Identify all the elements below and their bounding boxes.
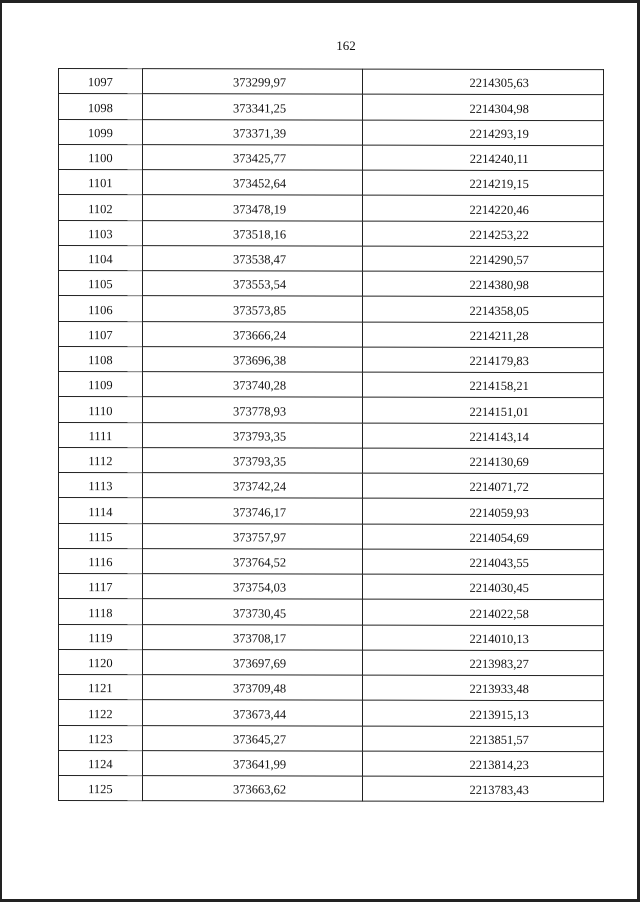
x-coordinate-text: 373641,99	[233, 757, 287, 772]
point-number-text: 1123	[88, 731, 113, 746]
table-row	[59, 523, 604, 549]
x-coordinate-text: 373778,93	[233, 403, 287, 418]
x-coordinate-text: 373371,39	[233, 126, 287, 141]
x-coordinate-text: 373730,45	[233, 605, 287, 620]
table-row	[59, 94, 604, 120]
y-coordinate-text: 2214179,83	[469, 353, 529, 368]
y-coordinate-cell	[363, 498, 604, 524]
y-coordinate-cell	[363, 195, 604, 221]
point-number-text: 1119	[88, 630, 113, 645]
x-coordinate-cell	[142, 245, 363, 271]
table-row	[59, 144, 604, 170]
coordinates-table	[58, 68, 604, 802]
point-number-text: 1101	[88, 176, 113, 191]
y-coordinate-text: 2213983,27	[469, 656, 529, 671]
y-coordinate-text: 2213933,48	[469, 682, 529, 697]
table-row	[59, 624, 604, 650]
x-coordinate-cell	[142, 624, 363, 650]
table-row	[59, 473, 604, 499]
x-coordinate-cell	[142, 144, 363, 170]
page-border-left	[0, 0, 2, 902]
table-row	[59, 271, 604, 297]
point-number-cell	[59, 599, 143, 624]
point-number-text: 1103	[88, 226, 113, 241]
point-number-cell	[59, 271, 143, 296]
x-coordinate-text: 373793,35	[233, 429, 287, 444]
point-number-text: 1104	[88, 252, 113, 267]
y-coordinate-cell	[363, 221, 604, 247]
point-number-cell	[59, 548, 143, 573]
table-row	[59, 220, 604, 246]
table-row	[59, 675, 604, 701]
point-number-cell	[59, 624, 143, 649]
x-coordinate-text: 373573,85	[233, 302, 287, 317]
x-coordinate-text: 373425,77	[233, 151, 287, 166]
x-coordinate-text: 373740,28	[233, 378, 287, 393]
table-row	[59, 548, 604, 574]
y-coordinate-text: 2214022,58	[469, 606, 529, 621]
x-coordinate-text: 373299,97	[233, 75, 287, 90]
y-coordinate-text: 2214293,19	[469, 126, 529, 141]
point-number-text: 1125	[88, 782, 113, 797]
page-number: 162	[336, 38, 356, 53]
x-coordinate-cell	[142, 700, 363, 726]
y-coordinate-cell	[363, 574, 604, 600]
point-number-cell	[59, 473, 143, 498]
y-coordinate-text: 2214054,69	[469, 530, 529, 545]
point-number-cell	[59, 397, 143, 422]
x-coordinate-cell	[142, 548, 363, 574]
x-coordinate-cell	[142, 321, 363, 347]
y-coordinate-text: 2213814,23	[469, 757, 529, 772]
y-coordinate-text: 2214380,98	[469, 278, 529, 293]
x-coordinate-cell	[142, 296, 363, 322]
point-number-cell	[59, 675, 143, 700]
x-coordinate-cell	[142, 346, 363, 372]
table-row	[59, 422, 604, 448]
y-coordinate-text: 2214151,01	[469, 404, 529, 419]
x-coordinate-cell	[142, 271, 363, 297]
table-row	[59, 69, 604, 95]
table-row	[59, 574, 604, 600]
x-coordinate-cell	[142, 498, 363, 524]
x-coordinate-cell	[142, 776, 363, 802]
y-coordinate-cell	[363, 322, 604, 348]
y-coordinate-text: 2214030,45	[469, 581, 529, 596]
table-row	[59, 447, 604, 473]
x-coordinate-text: 373757,97	[233, 530, 287, 545]
point-number-text: 1098	[87, 100, 113, 115]
y-coordinate-cell	[363, 170, 604, 196]
table-row	[59, 397, 604, 423]
point-number-text: 1107	[88, 327, 113, 342]
table-row	[59, 170, 604, 196]
point-number-text: 1122	[88, 706, 113, 721]
point-number-cell	[59, 69, 143, 94]
x-coordinate-cell	[142, 649, 363, 675]
y-coordinate-text: 2213783,43	[469, 783, 529, 798]
y-coordinate-text: 2214211,28	[469, 328, 529, 343]
point-number-text: 1109	[88, 378, 113, 393]
point-number-cell	[59, 776, 143, 801]
x-coordinate-cell	[142, 599, 363, 625]
table-row	[59, 498, 604, 524]
x-coordinate-text: 373518,16	[233, 227, 287, 242]
point-number-text: 1117	[88, 580, 113, 595]
table-row	[59, 321, 604, 347]
y-coordinate-text: 2214240,11	[469, 151, 529, 166]
x-coordinate-text: 373754,03	[233, 580, 287, 595]
y-coordinate-text: 2214305,63	[469, 76, 529, 91]
y-coordinate-cell	[363, 776, 604, 802]
x-coordinate-cell	[142, 473, 363, 499]
point-number-cell	[59, 296, 143, 321]
y-coordinate-text: 2213851,57	[469, 732, 529, 747]
table-row	[59, 346, 604, 372]
x-coordinate-text: 373666,24	[233, 328, 287, 343]
point-number-cell	[59, 170, 143, 195]
y-coordinate-text: 2214220,46	[469, 202, 529, 217]
table-row	[59, 296, 604, 322]
point-number-text: 1112	[88, 454, 113, 469]
point-number-cell	[59, 119, 143, 144]
point-number-text: 1113	[88, 479, 113, 494]
point-number-cell	[59, 245, 143, 270]
y-coordinate-cell	[363, 397, 604, 423]
x-coordinate-cell	[142, 447, 363, 473]
y-coordinate-cell	[363, 347, 604, 373]
y-coordinate-text: 2214010,13	[469, 631, 529, 646]
y-coordinate-cell	[363, 372, 604, 398]
y-coordinate-cell	[363, 271, 604, 297]
x-coordinate-cell	[142, 119, 363, 145]
point-number-cell	[59, 220, 143, 245]
point-number-cell	[59, 750, 143, 775]
point-number-text: 1097	[87, 75, 113, 90]
table-row	[59, 599, 604, 625]
x-coordinate-cell	[142, 372, 363, 398]
x-coordinate-cell	[142, 523, 363, 549]
point-number-cell	[59, 447, 143, 472]
table-row	[59, 245, 604, 271]
point-number-text: 1106	[88, 302, 113, 317]
point-number-text: 1100	[88, 151, 113, 166]
x-coordinate-text: 373746,17	[233, 504, 287, 519]
table-row	[59, 649, 604, 675]
table-row	[59, 750, 604, 776]
x-coordinate-text: 373538,47	[233, 252, 287, 267]
y-coordinate-cell	[363, 625, 604, 651]
coordinates-table-body	[59, 69, 604, 802]
table-row	[59, 725, 604, 751]
point-number-text: 1121	[88, 681, 113, 696]
y-coordinate-cell	[363, 650, 604, 676]
point-number-text: 1120	[88, 656, 113, 671]
point-number-cell	[59, 649, 143, 674]
y-coordinate-cell	[363, 246, 604, 272]
x-coordinate-text: 373709,48	[233, 681, 287, 696]
x-coordinate-cell	[142, 725, 363, 751]
point-number-cell	[59, 321, 143, 346]
point-number-text: 1115	[88, 529, 113, 544]
y-coordinate-cell	[363, 751, 604, 777]
point-number-cell	[59, 700, 143, 725]
y-coordinate-cell	[363, 473, 604, 499]
x-coordinate-cell	[142, 422, 363, 448]
x-coordinate-cell	[142, 750, 363, 776]
x-coordinate-text: 373708,17	[233, 631, 287, 646]
point-number-cell	[59, 372, 143, 397]
point-number-cell	[59, 523, 143, 548]
y-coordinate-cell	[363, 423, 604, 449]
x-coordinate-cell	[142, 675, 363, 701]
x-coordinate-text: 373793,35	[233, 454, 287, 469]
y-coordinate-text: 2214059,93	[469, 505, 529, 520]
y-coordinate-text: 2214219,15	[469, 177, 529, 192]
point-number-text: 1124	[88, 757, 113, 772]
x-coordinate-cell	[142, 195, 363, 221]
point-number-text: 1099	[87, 125, 113, 140]
y-coordinate-text: 2213915,13	[469, 707, 529, 722]
point-number-text: 1118	[88, 605, 113, 620]
x-coordinate-text: 373764,52	[233, 555, 287, 570]
table-row	[59, 195, 604, 221]
y-coordinate-cell	[363, 120, 604, 146]
table-row	[59, 776, 604, 802]
x-coordinate-text: 373663,62	[233, 782, 287, 797]
y-coordinate-text: 2214253,22	[469, 227, 529, 242]
table-row	[59, 372, 604, 398]
page-border-top	[0, 0, 640, 3]
x-coordinate-text: 373673,44	[233, 706, 287, 721]
y-coordinate-cell	[363, 700, 604, 726]
x-coordinate-text: 373341,25	[233, 100, 287, 115]
point-number-cell	[59, 94, 143, 119]
y-coordinate-text: 2214130,69	[469, 454, 529, 469]
point-number-text: 1108	[88, 353, 113, 368]
table-row	[59, 700, 604, 726]
y-coordinate-text: 2214290,57	[469, 252, 529, 267]
point-number-text: 1102	[88, 201, 113, 216]
point-number-cell	[59, 725, 143, 750]
x-coordinate-text: 373452,64	[233, 176, 287, 191]
x-coordinate-cell	[142, 220, 363, 246]
point-number-cell	[59, 144, 143, 169]
point-number-text: 1110	[88, 403, 113, 418]
point-number-cell	[59, 195, 143, 220]
y-coordinate-text: 2214358,05	[469, 303, 529, 318]
y-coordinate-text: 2214071,72	[469, 480, 529, 495]
y-coordinate-cell	[363, 69, 604, 95]
x-coordinate-cell	[142, 170, 363, 196]
point-number-cell	[59, 498, 143, 523]
y-coordinate-cell	[363, 599, 604, 625]
y-coordinate-cell	[363, 675, 604, 701]
point-number-text: 1105	[88, 277, 113, 292]
y-coordinate-text: 2214158,21	[469, 379, 529, 394]
table-row	[59, 119, 604, 145]
y-coordinate-text: 2214143,14	[469, 429, 529, 444]
x-coordinate-cell	[142, 69, 363, 95]
x-coordinate-cell	[142, 574, 363, 600]
y-coordinate-cell	[363, 296, 604, 322]
point-number-cell	[59, 346, 143, 371]
x-coordinate-text: 373742,24	[233, 479, 287, 494]
point-number-cell	[59, 422, 143, 447]
point-number-text: 1111	[88, 428, 113, 443]
y-coordinate-cell	[363, 448, 604, 474]
y-coordinate-text: 2214043,55	[469, 555, 529, 570]
x-coordinate-cell	[142, 397, 363, 423]
point-number-text: 1114	[88, 504, 113, 519]
x-coordinate-text: 373553,54	[233, 277, 287, 292]
point-number-text: 1116	[88, 555, 113, 570]
x-coordinate-text: 373478,19	[233, 201, 287, 216]
y-coordinate-cell	[363, 94, 604, 120]
y-coordinate-cell	[363, 145, 604, 171]
x-coordinate-cell	[142, 94, 363, 120]
y-coordinate-cell	[363, 549, 604, 575]
point-number-cell	[59, 574, 143, 599]
x-coordinate-text: 373697,69	[233, 656, 287, 671]
y-coordinate-text: 2214304,98	[469, 101, 529, 116]
x-coordinate-text: 373696,38	[233, 353, 287, 368]
y-coordinate-cell	[363, 524, 604, 550]
x-coordinate-text: 373645,27	[233, 732, 287, 747]
y-coordinate-cell	[363, 726, 604, 752]
